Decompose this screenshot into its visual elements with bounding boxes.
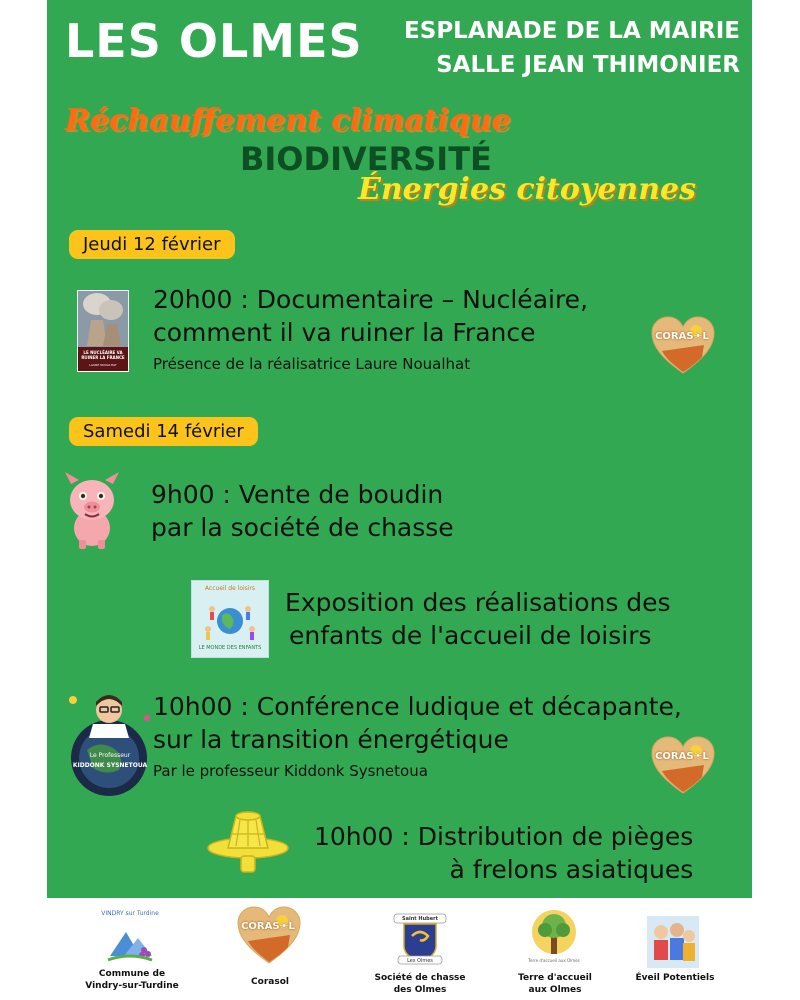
- professor-badge: [65, 688, 155, 798]
- footer-label-chasse: [360, 972, 480, 996]
- event-exposition-line2: enfants de l'accueil de loisirs: [289, 621, 652, 650]
- footer-logo-eveil: [647, 916, 699, 968]
- corasol-heart-label-2: CORAS☀L: [655, 751, 709, 762]
- footer-logo-terre: [527, 908, 581, 968]
- theme-climate: Réchauffement climatique: [65, 103, 511, 138]
- footer-label-eveil: [620, 972, 730, 984]
- accueil-loisirs-logo: [191, 580, 269, 658]
- event-documentary-subtitle: Présence de la réalisatrice Laure Noualhat: [153, 355, 471, 373]
- event-traps: [314, 820, 693, 886]
- footer-label-chasse-1: Société de chasse: [374, 973, 466, 983]
- footer-logo-vindry: [100, 908, 160, 966]
- footer-label-corasol: [220, 976, 320, 988]
- event-conference-line1: 10h00 : Conférence ludique et décapante,: [153, 692, 682, 721]
- event-exposition: [285, 586, 671, 652]
- footer-label-corasol-1: Corasol: [251, 977, 289, 987]
- chasse-logo-text2: Les Olmes: [407, 958, 433, 964]
- event-conference: [153, 690, 682, 780]
- poster-title: LES OLMES: [65, 14, 363, 68]
- pig-illustration: [61, 470, 123, 550]
- corasol-heart-label: CORAS☀L: [655, 331, 709, 342]
- heart-icon: [650, 315, 716, 375]
- location-line-1: ESPLANADE DE LA MAIRIE: [404, 18, 740, 44]
- corasol-heart-badge: [650, 315, 716, 375]
- theme-energy: Énergies citoyennes: [358, 172, 697, 207]
- location-line-2: SALLE JEAN THIMONIER: [436, 52, 740, 78]
- event-documentary-line1: 20h00 : Documentaire – Nucléaire,: [153, 285, 589, 314]
- footer-label-vindry-1: Commune de: [98, 969, 166, 979]
- footer-label-terre-2: aux Olmes: [528, 985, 582, 995]
- event-conference-subtitle: Par le professeur Kiddonk Sysnetoua: [153, 762, 428, 780]
- poster-author: LAURE NOUALHAT: [89, 363, 117, 367]
- accueil-logo-top-text: Accueil de loisirs: [204, 585, 256, 592]
- footer-label-terre: [500, 972, 610, 996]
- hornet-trap-image: [205, 808, 291, 878]
- event-boudin-line1: 9h00 : Vente de boudin: [151, 480, 444, 509]
- event-exposition-line1: Exposition des réalisations des: [285, 588, 671, 617]
- accueil-logo-bottom-text: LE MONDE DES ENFANTS: [198, 645, 262, 651]
- footer-logo-corasol: [236, 905, 302, 965]
- date-saturday: Samedi 14 février: [69, 417, 258, 446]
- event-boudin: [151, 478, 454, 544]
- event-boudin-line2: par la société de chasse: [151, 513, 454, 542]
- footer-corasol-logo-text: CORAS☀L: [241, 921, 295, 932]
- footer-label-eveil-1: Éveil Potentiels: [635, 973, 715, 983]
- date-thursday: Jeudi 12 février: [69, 230, 235, 259]
- corasol-heart-icon: [236, 905, 302, 965]
- event-documentary: [153, 283, 588, 373]
- footer-label-chasse-2: des Olmes: [393, 985, 447, 995]
- theme-biodiversity: BIODIVERSITÉ: [240, 140, 492, 178]
- vindry-logo-text: VINDRY sur Turdine: [101, 910, 159, 917]
- event-conference-line2: sur la transition énergétique: [153, 725, 509, 754]
- professor-badge-text1: Le Professeur: [89, 752, 131, 759]
- terre-logo-text: Terre d'accueil aux Olmes: [528, 958, 580, 963]
- hornet-trap-icon: [205, 808, 291, 878]
- location-block: [404, 14, 740, 82]
- children-photo-icon: [647, 916, 699, 968]
- event-traps-line1: 10h00 : Distribution de pièges: [314, 822, 694, 851]
- professor-globe-icon: [65, 688, 155, 798]
- corasol-heart-badge-2: [650, 735, 716, 795]
- footer-label-vindry-2: Vindry-sur-Turdine: [85, 981, 179, 991]
- heart-icon: [650, 735, 716, 795]
- footer-label-vindry: [72, 968, 192, 992]
- footer-label-terre-1: Terre d'accueil: [518, 973, 592, 983]
- pig-icon: [61, 470, 123, 550]
- professor-badge-text2: KIDDONK SYSNETOUA: [72, 762, 148, 769]
- poster-caption: LE NUCLÉAIRE VA RUINER LA FRANCE: [81, 350, 125, 360]
- event-documentary-line2: comment il va ruiner la France: [153, 318, 536, 347]
- event-traps-line2: à frelons asiatiques: [449, 855, 694, 884]
- documentary-poster-image: [77, 290, 129, 372]
- footer-logo-chasse: [390, 908, 450, 968]
- poster: [47, 0, 752, 898]
- chasse-logo-text: Saint Hubert: [402, 916, 438, 922]
